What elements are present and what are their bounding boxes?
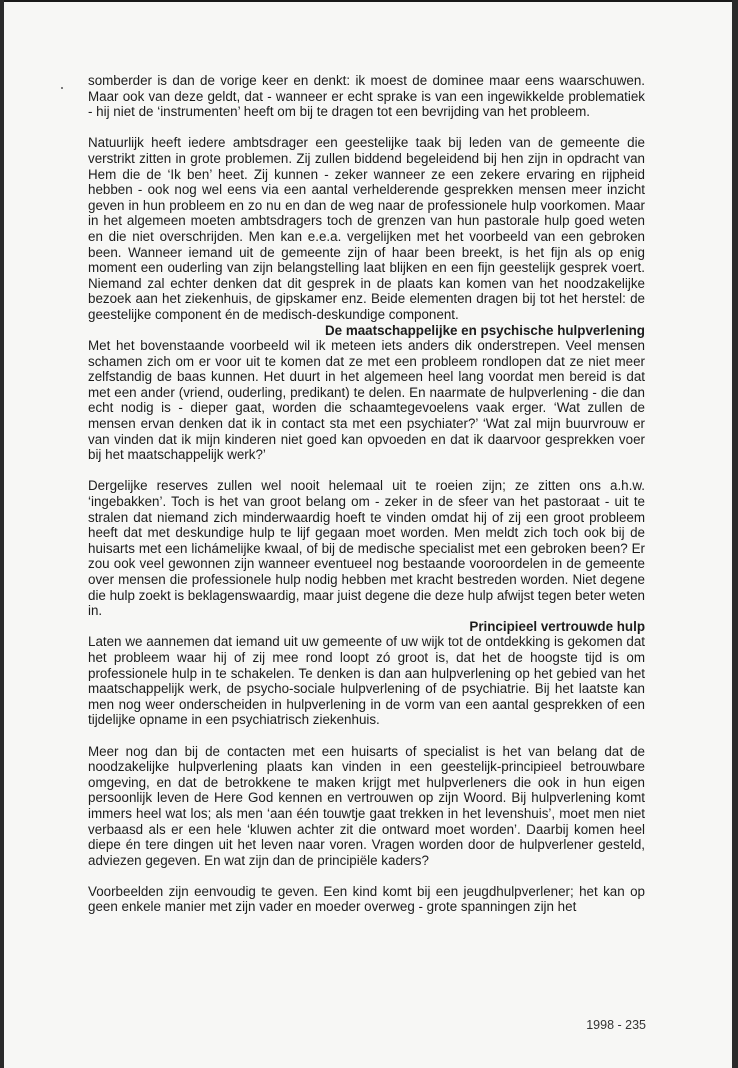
paragraph: Met het bovenstaande voorbeeld wil ik meteen iets anders dik onderstrepen. Veel mensen schamen zich om er voor uit te komen dat ze met een probleem rondlopen dat ze niet meer zelfstandig de baas kunnen. Het duurt in het algemeen heel lang voordat men bereid is dat met een ander (vriend, ouderling, predikant) te delen. En naarmate de hulpverlening - die dan echt nodig is - dieper gaat, worden die schaamtegevoelens vaak erger. ‘Wat zullen de mensen ervan denken dat ik in contact sta met een psychiater?’ ‘Wat zal mijn buurvrouw er van vinden dat ik mijn kinderen niet goed kan opvoeden en dat ik daarvoor gesprekken voer bij het maatschappelijk werk?’ xyxy=(88,338,645,463)
paragraph: somberder is dan de vorige keer en denkt: ik moest de dominee maar eens waarschuwen. Maar ook van deze geldt, dat - wanneer er echt sprake is van een ingewikkelde problematiek - hij niet de ‘instrumenten’ heeft om bij te dragen tot een bevrijding van het probleem. xyxy=(88,73,645,120)
paragraph: Natuurlijk heeft iedere ambtsdrager een geestelijke taak bij leden van de gemeente die verstrikt zitten in grote problemen. Zij zullen biddend begeleidend bij hen zijn in opdracht van Hem die de ‘Ik ben’ heet. Zij kunnen - zeker wanneer ze een zekere ervaring en rijpheid hebben - ook nog wel eens via een aantal verhelderende gesprekken mensen meer inzicht geven in hun probleem en zo nu en dan de weg naar de professionele hulp voorkomen. Maar in het algemeen moeten ambtsdragers toch de grenzen van hun pastorale hulp goed weten en die niet overschrijden. Men kan e.e.a. vergelijken met het voorbeeld van een gebroken been. Wanneer iemand uit de gemeente zijn of haar been breekt, is het fijn als op enig moment een ouderling van zijn belangstelling laat blijken en een fijn geestelijk gesprek voert. Niemand zal echter denken dat dit gesprek in de plaats kan komen van het noodzakelijke bezoek aan het ziekenhuis, de gipskamer enz. Beide elementen dragen bij tot het herstel: de geestelijke component én de medisch-deskundige component. xyxy=(88,135,645,322)
paragraph: Dergelijke reserves zullen wel nooit helemaal uit te roeien zijn; ze zitten ons a.h.w. ‘ingebakken’. Toch is het van groot belang om - zeker in de sfeer van het pastoraat - uit te stralen dat niemand zich minderwaardig hoeft te vinden omdat hij of zij een groot probleem heeft dat met deskundige hulp te lijf gegaan moet worden. Men meldt zich toch ook bij de huisarts met een lichámelijke kwaal, of bij de medische specialist met een gebroken been? Er zou ook veel gewonnen zijn wanneer eventueel nog bestaande vooroordelen in de gemeente over mensen die professionele hulp nodig hebben met kracht bestreden worden. Niet degene die hulp zoekt is beklagenswaardig, maar juist degene die deze hulp afwijst tegen beter weten in. xyxy=(88,478,645,619)
section-heading: De maatschappelijke en psychische hulpverlening xyxy=(324,322,645,338)
document-page xyxy=(4,0,732,1068)
margin-mark xyxy=(61,87,63,89)
paragraph: Laten we aannemen dat iemand uit uw gemeente of uw wijk tot de ontdekking is gekomen dat het probleem waar hij of zij mee rond loopt zó groot is, dat het de hoogste tijd is om professionele hulp in te schakelen. Te denken is dan aan hulpverlening op het gebied van het maatschappelijk werk, de psycho-sociale hulpverlening of de psychiatrie. Bij het laatste kan men nog weer onderscheiden in hulpverlening in de vorm van een aantal gesprekken of een tijdelijke opname in een psychiatrisch ziekenhuis. xyxy=(88,634,645,728)
paragraph: Voorbeelden zijn eenvoudig te geven. Een kind komt bij een jeugdhulpverlener; het kan op geen enkele manier met zijn vader en moeder overweg - grote spanningen zijn het xyxy=(88,883,645,915)
section-heading: Principieel vertrouwde hulp xyxy=(469,618,645,634)
body-text xyxy=(88,73,645,915)
page-number: 1998 - 235 xyxy=(586,1018,646,1032)
paragraph: Meer nog dan bij de contacten met een huisarts of specialist is het van belang dat de noodzakelijke hulpverlening plaats kan vinden in een geestelijk-principieel betrouwbare omgeving, en dat de betrokkene te maken krijgt met hulpverleners die ook in hun eigen persoonlijk leven de Here God kennen en vertrouwen op zijn Woord. Bij hulpverlening komt immers heel wat los; als men ‘aan één touwtje gaat trekken in het levenshuis’, moet men niet verbaasd als er een hele ‘kluwen achter zit die ontward moet worden’. Daarbij komen heel diepe én tere dingen uit het leven naar voren. Vragen worden door de hulpverlener gesteld, adviezen gegeven. En wat zijn dan de principiële kaders? xyxy=(88,743,645,868)
